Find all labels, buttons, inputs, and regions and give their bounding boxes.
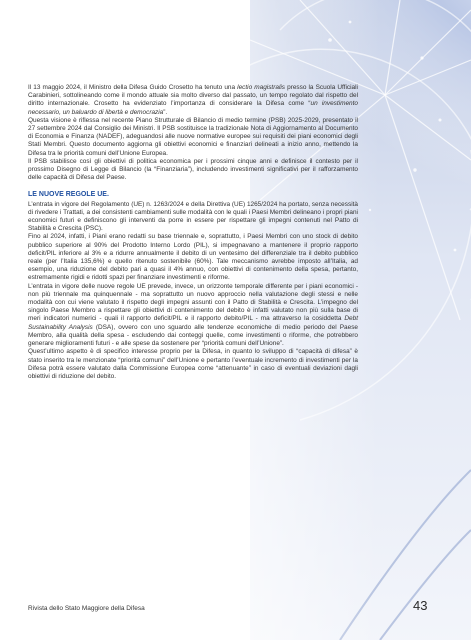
footer-publication-name: Rivista dello Stato Maggiore della Difesa [28, 605, 145, 612]
psb-paragraph: Questa visione è riflessa nel recente Piano Strutturale di Bilancio di medio termine (PSB) 2025-2029, presentato il 27 settembre 2024 dal Consiglio dei Ministri. Il PSB sostituisce la tradizionale Nota di Aggiornamento al Documento di Economia e Finanza (NADEF), adeguandosi alle nuove normative europee sui requisiti dei piani economici degli Stati Membri. Questo documento aggiorna gli obiettivi economici e finanziari delineati a inizio anno, mettendo la Difesa tra le priorità comuni dell’Unione Europea. [28, 116, 358, 157]
article-body [28, 84, 358, 381]
pre-2024-rules-paragraph: Fino al 2024, infatti, i Piani erano redatti su base triennale e, soprattutto, i Paesi Membri con uno stock di debito pubblico superiore al 90% del Prodotto Interno Lordo (PIL), si impegnavano a mantenere il proprio rapporto deficit/PIL inferiore al 3% e a ridurre annualmente il debito di un ventesimo del differenziale tra il debito pubblico reale (per l’Italia 135,6%) e quello ritenuto sostenibile (60%). Tale meccanismo avrebbe imposto all’Italia, ad esempio, una riduzione del debito pari a quasi il 4% annuo, con obiettivi di contenimento della spesa, pertanto, estremamente rigidi e ridotti spazi per finanziare investimenti e riforme. [28, 233, 358, 282]
new-rules-text-1: L’entrata in vigore delle nuove regole UE prevede, invece, un orizzonte temporale differente per i piani economici - non più triennale ma quinquennale - ma soprattutto un nuovo approccio nella valutazione degli stessi e nelle modalità con cui viene valutato il rispetto degli impegni assunti con il Patto di Stabilità e Crescita. L’impegno del singolo Paese Membro a rispettare gli obiettivi di contenimento del debito è infatti valutato non più sulla base di meri indicatori numerici - quali il rapporto deficit/PIL e il rapporto debito/PIL - ma attraverso la cosiddetta [28, 282, 358, 323]
intro-italic-lectio: lectio magistralis [237, 84, 286, 91]
new-rules-text-2: (DSA), ovvero con uno sguardo alle tendenze economiche di medio periodo del Paese Membro, alla qualità della spesa - escludendo dai conteggi quelle, come investimenti o riforme, che potrebbero generare miglioramenti futuri - e alle spese da sostenere per “priorità comuni dell’Unione”. [28, 323, 358, 348]
new-rules-paragraph [28, 283, 358, 349]
section-heading: LE NUOVE REGOLE UE. [28, 191, 109, 199]
intro-text-3: ”. [163, 108, 168, 116]
defense-priority-paragraph: Quest’ultimo aspetto è di specifico interesse proprio per la Difesa, in quanto lo sviluppo di “capacità di difesa” è stato inserito tra le menzionate “priorità comuni” dell’Unione e pertanto l’eventuale incremento di investimenti per la Difesa potrà essere valutato dalla Commissione Europea come “attenuante” in caso di eventuali deviazioni dagli obiettivi di riduzione del debito. [28, 348, 358, 380]
dsa-italic: Debt Sustainability Analysis [28, 315, 358, 331]
intro-paragraph [28, 84, 358, 117]
page-number: 43 [413, 598, 428, 613]
psb-objectives-paragraph: Il PSB stabilisce così gli obiettivi di politica economica per i prossimi cinque anni e definisce il contesto per il prossimo Disegno di Legge di Bilancio (la “Finanziaria”), includendo investimenti significativi per il rafforzamento delle capacità di Difesa del Paese. [28, 157, 358, 182]
regulation-paragraph: L’entrata in vigore del Regolamento (UE) n. 1263/2024 e della Direttiva (UE) 1265/2024 ha portato, senza necessità di rivedere i Trattati, a dei consistenti cambiamenti sulle modalità con le quali i Paesi Membri delineano i propri piani economici futuri e definiscono gli interventi da porre in essere per rispettare gli impegni contenuti nel Patto di Stabilità e Crescita (PSC). [28, 200, 358, 233]
intro-italic-quote: un investimento necessario, un baluardo di libertà e democrazia [28, 100, 358, 116]
intro-text-1: Il 13 maggio 2024, il Ministro della Difesa Guido Crosetto ha tenuto una [28, 84, 238, 91]
intro-text-2: presso la Scuola Ufficiali Carabinieri, sottolineando come il mondo attuale sia molto diverso dal passato, un tempo regolato dal rispetto del diritto internazionale. Crosetto ha evidenziato l’importanza di considerare la Difesa come “ [28, 84, 358, 108]
